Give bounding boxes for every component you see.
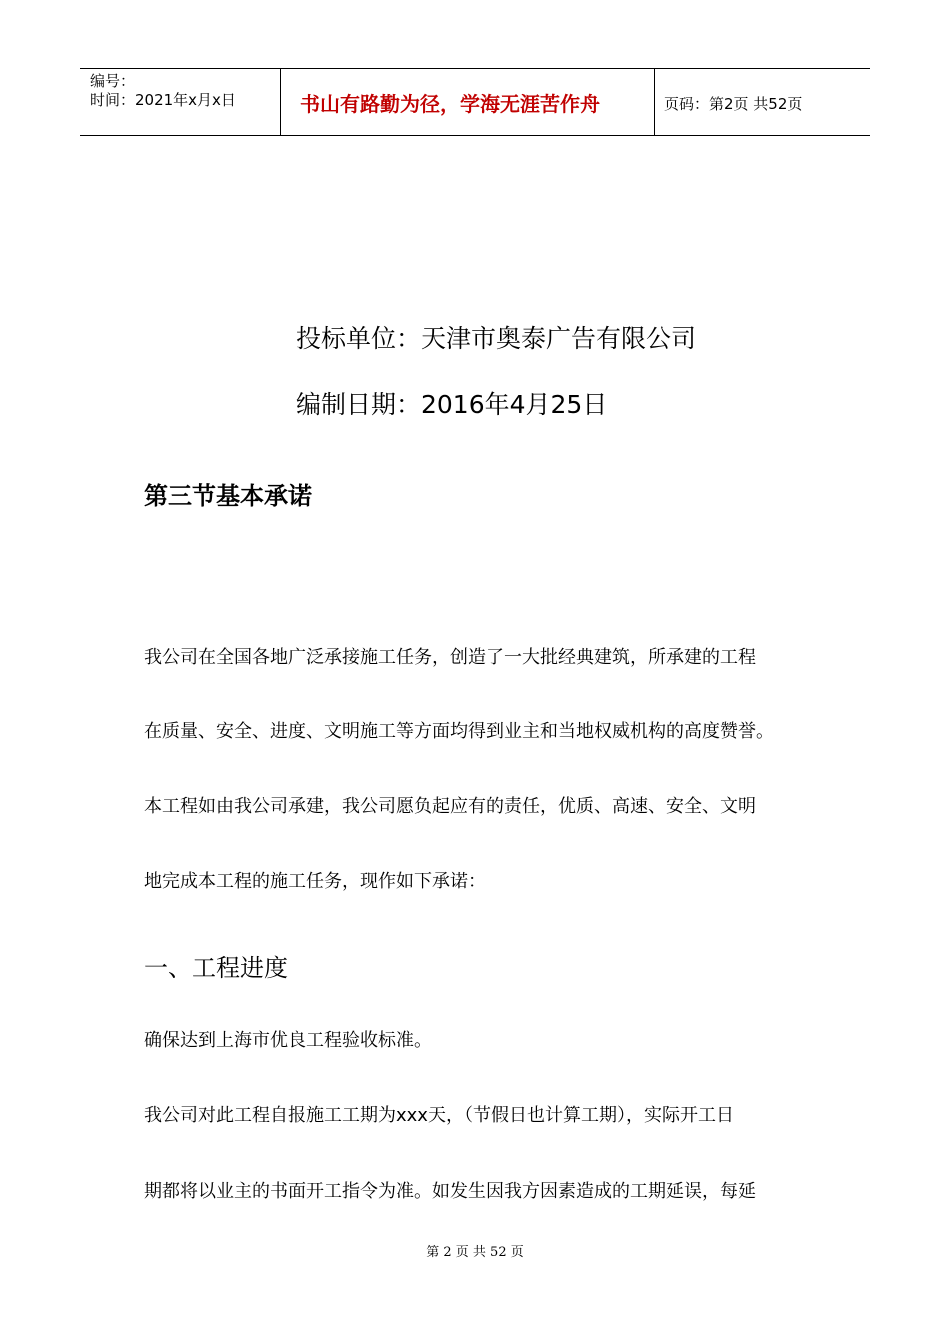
- paragraph-line: 本工程如由我公司承建，我公司愿负起应有的责任，优质、高速、安全、文明: [144, 796, 756, 817]
- header-time-label: 时间：2021年x月x日: [90, 91, 236, 109]
- subsection-title: 一、工程进度: [144, 954, 288, 982]
- paragraph-line: 地完成本工程的施工任务，现作如下承诺：: [144, 871, 486, 892]
- header-page-info: 页码：第2页 共52页: [664, 95, 803, 113]
- compile-date-line: 编制日期：2016年4月25日: [296, 390, 608, 419]
- paragraph-line: 确保达到上海市优良工程验收标准。: [144, 1030, 432, 1051]
- page-header: [80, 68, 870, 136]
- paragraph-line: 在质量、安全、进度、文明施工等方面均得到业主和当地权威机构的高度赞誉。: [144, 721, 774, 742]
- paragraph-line: 期都将以业主的书面开工指令为准。如发生因我方因素造成的工期延误，每延: [144, 1181, 756, 1202]
- page-footer: 第 2 页 共 52 页: [426, 1245, 524, 1260]
- section-title: 第三节基本承诺: [144, 482, 312, 510]
- header-divider-left: [280, 69, 281, 135]
- header-number-label: 编号：: [90, 72, 136, 90]
- header-motto: 书山有路勤为径，学海无涯苦作舟: [300, 92, 600, 116]
- paragraph-line: 我公司对此工程自报施工工期为xxx天，（节假日也计算工期），实际开工日: [144, 1105, 734, 1126]
- paragraph-line: 我公司在全国各地广泛承接施工任务，创造了一大批经典建筑，所承建的工程: [144, 647, 756, 668]
- header-divider-right: [654, 69, 655, 135]
- bidder-line: 投标单位：天津市奥泰广告有限公司: [296, 324, 697, 353]
